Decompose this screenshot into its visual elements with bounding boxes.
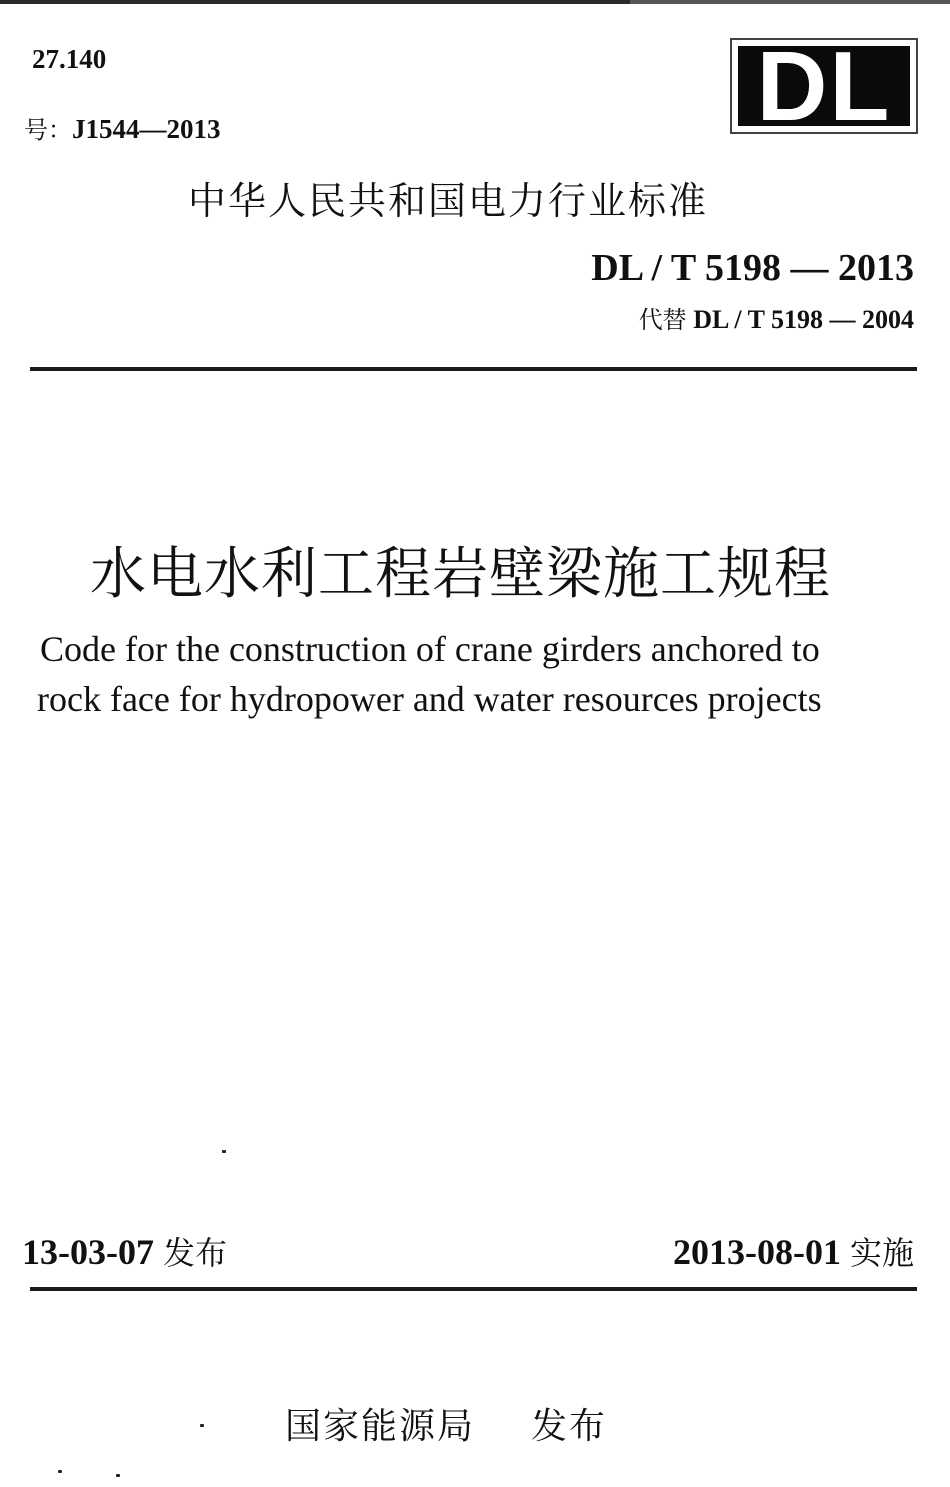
- issue-date: 13-03-07: [22, 1232, 154, 1272]
- issue-date-line: [22, 1228, 227, 1274]
- replaces-number: DL / T 5198 — 2004: [693, 305, 914, 334]
- ics-code: 27.140: [32, 44, 107, 74]
- title-english-line1: Code for the construction of crane girders anchored to: [40, 629, 820, 669]
- implement-label: 实施: [849, 1234, 914, 1272]
- title-chinese: 水电水利工程岩壁梁施工规程: [90, 542, 831, 607]
- issue-label: 发布: [162, 1234, 227, 1272]
- dl-logo-text: DL: [756, 46, 892, 126]
- dl-logo-block: [738, 46, 910, 126]
- replaces-label: 代替: [638, 306, 687, 334]
- dl-logo: [730, 38, 918, 134]
- issuer-action: 发布: [531, 1406, 608, 1447]
- issuer-name: 国家能源局: [285, 1406, 476, 1447]
- record-label: 号：: [24, 116, 72, 144]
- title-english-line2: rock face for hydropower and water resources projects: [37, 679, 822, 719]
- implement-date: 2013-08-01: [673, 1232, 841, 1272]
- replaces-line: [639, 300, 914, 335]
- scan-speck: [200, 1424, 204, 1427]
- scan-speck: [116, 1474, 120, 1477]
- implement-date-line: [673, 1228, 914, 1274]
- lower-divider: [30, 1287, 917, 1291]
- scan-speck: [58, 1470, 62, 1473]
- industry-standard-heading: 中华人民共和国电力行业标准: [188, 179, 709, 223]
- issuer-line: [285, 1398, 607, 1449]
- top-border: [0, 0, 950, 4]
- scan-speck: [222, 1150, 226, 1153]
- record-number: J1544—2013: [72, 114, 221, 144]
- upper-divider: [30, 367, 917, 371]
- record-number-line: [24, 110, 221, 145]
- standard-number: DL / T 5198 — 2013: [591, 247, 914, 289]
